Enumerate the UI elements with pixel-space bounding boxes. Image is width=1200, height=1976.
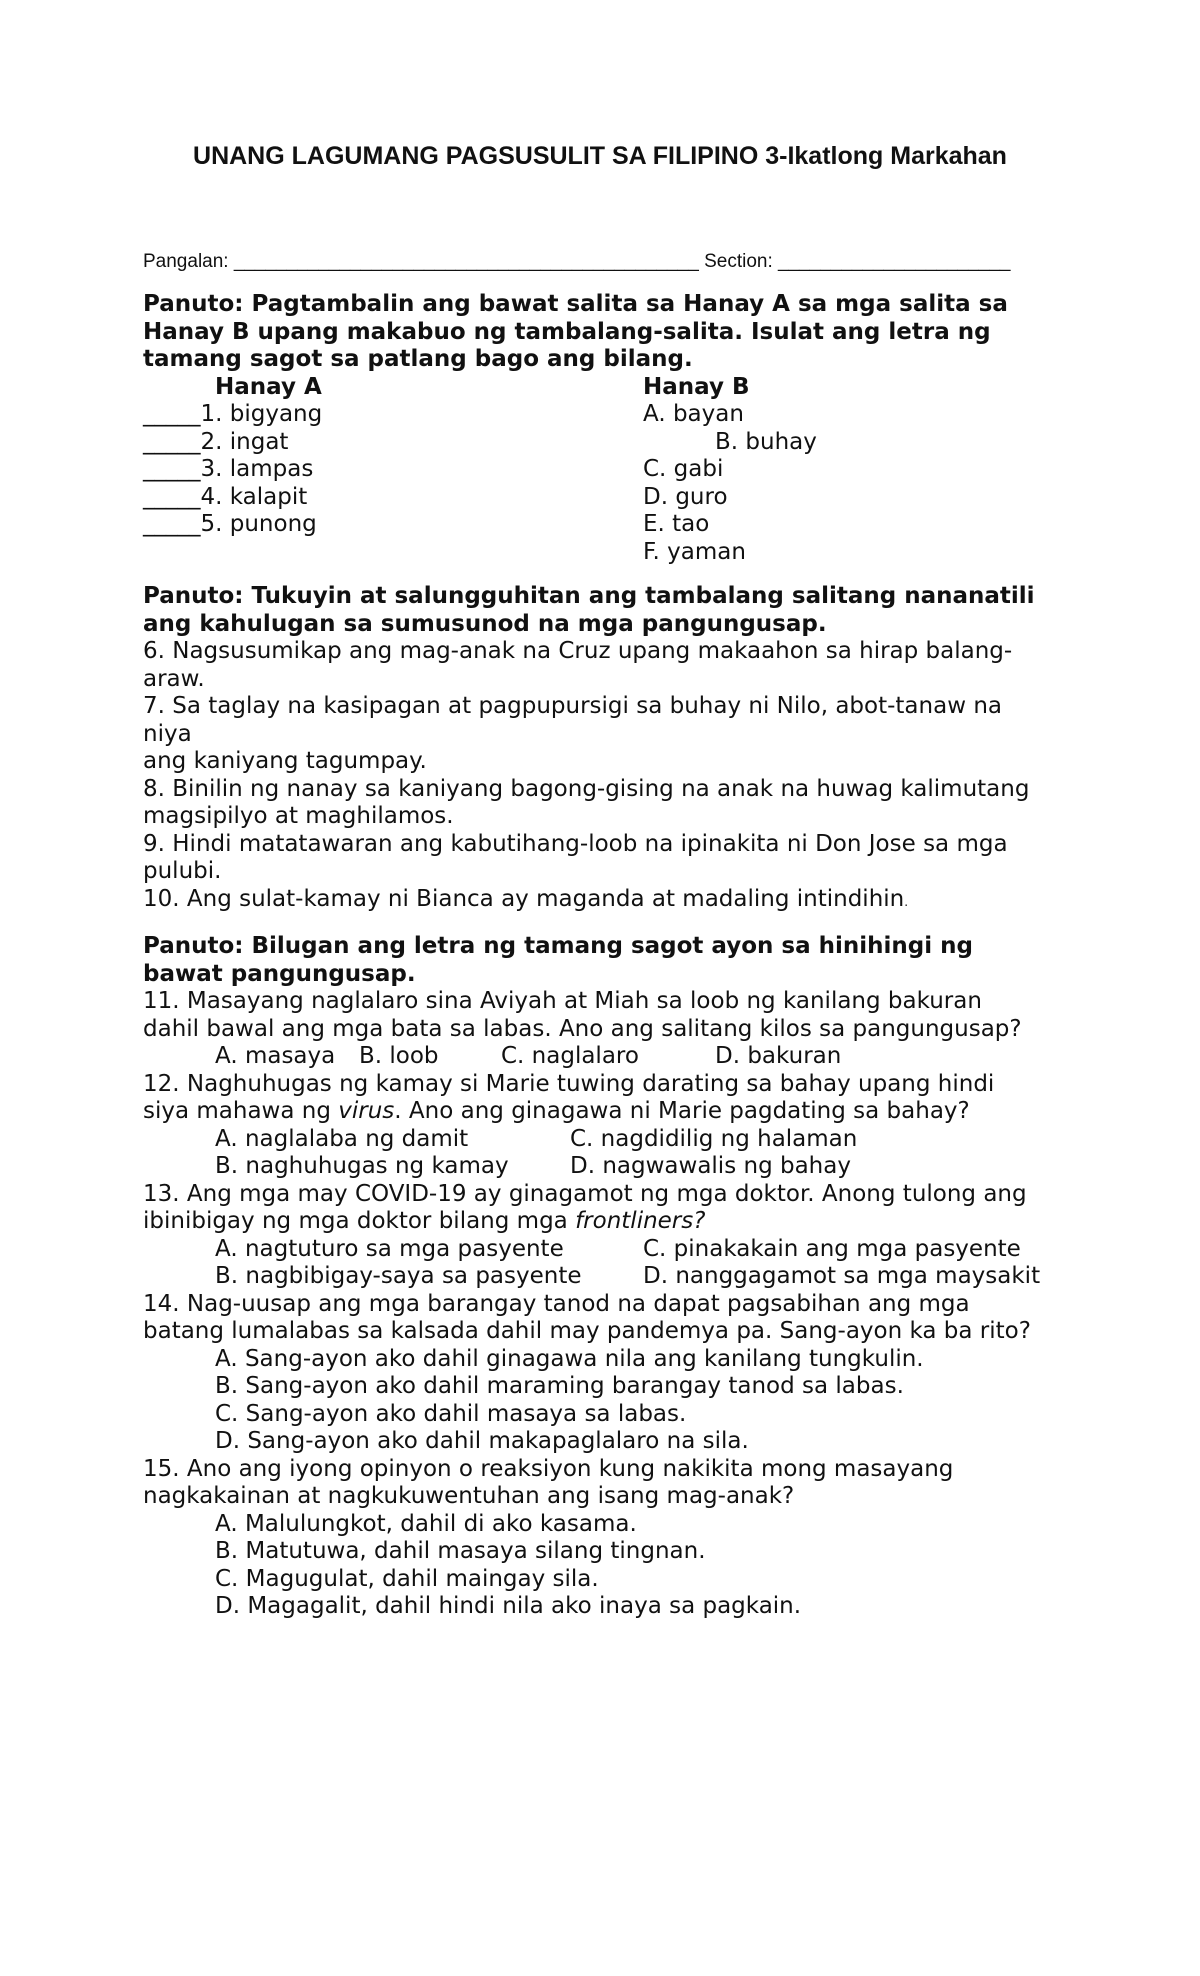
matching-row — [143, 511, 1073, 539]
hanay-a-item: _____1. bigyang — [143, 401, 323, 427]
matching-row — [143, 401, 1073, 429]
option[interactable]: A. masaya — [215, 1043, 336, 1069]
option[interactable]: C. Magugulat, dahil maingay sila. — [215, 1565, 599, 1592]
matching-row — [143, 484, 1073, 512]
question-line: nagkakainan at nagkukuwentuhan ang isang mag-anak? — [143, 1483, 795, 1509]
matching-table — [143, 374, 1073, 567]
instruction-line: Panuto: Tukuyin at salungguhitan ang tambalang salitang nananatili — [143, 583, 1035, 609]
hanay-b-item: D. guro — [643, 483, 728, 510]
hanay-a-item: _____4. kalapit — [143, 483, 308, 510]
page-title: UNANG LAGUMANG PAGSUSULIT SA FILIPINO 3-Ikatlong Markahan — [193, 142, 1007, 170]
matching-row — [143, 429, 1073, 457]
quiz-content — [143, 291, 1073, 1621]
options-list — [143, 1346, 1073, 1456]
instruction-line: ang kahulugan sa sumusunod na mga pangungusap. — [143, 610, 827, 637]
question-15 — [143, 1456, 1073, 1621]
option[interactable]: D. Sang-ayon ako dahil makapaglalaro na sila. — [215, 1428, 749, 1454]
item-line: 7. Sa taglay na kasipagan at pagpupursigi sa buhay ni Nilo, abot-tanaw na — [143, 693, 1002, 719]
instruction-line: Hanay B upang makabuo ng tambalang-salita. Isulat ang letra ng — [143, 318, 991, 345]
item-line: 8. Binilin ng nanay sa kaniyang bagong-gising na anak na huwag kalimutang — [143, 775, 1030, 802]
item-period: . — [904, 894, 909, 909]
part1-instruction — [143, 291, 1073, 374]
question-line: 13. Ang mga may COVID-19 ay ginagamot ng mga doktor. Anong tulong ang — [143, 1180, 1027, 1207]
matching-row — [143, 539, 1073, 567]
part2-items — [143, 638, 1073, 916]
hanay-a-item: _____5. punong — [143, 511, 317, 537]
option[interactable]: B. Matutuwa, dahil masaya silang tingnan. — [215, 1538, 706, 1564]
hanay-a-header: Hanay A — [215, 373, 322, 400]
question-line: dahil bawal ang mga bata sa labas. Ano ang salitang kilos sa pangungusap? — [143, 1015, 1022, 1042]
item-line: niya — [143, 720, 192, 747]
options-row — [143, 1043, 1073, 1071]
option[interactable]: C. nagdidilig ng halaman — [570, 1125, 858, 1152]
hanay-a-item: _____3. lampas — [143, 456, 314, 482]
option[interactable]: A. Sang-ayon ako dahil ginagawa nila ang kanilang tungkulin. — [215, 1345, 924, 1372]
question-italic: frontliners? — [575, 1208, 706, 1234]
option[interactable]: C. pinakakain ang mga pasyente — [643, 1235, 1021, 1262]
option[interactable]: B. loob — [359, 1043, 439, 1069]
part2-instruction — [143, 583, 1073, 638]
item-text: 10. Ang sulat-kamay ni Bianca ay maganda at madaling intindihin — [143, 885, 905, 912]
question-13 — [143, 1181, 1073, 1291]
item-line: araw. — [143, 665, 205, 692]
instruction-line: Panuto: Pagtambalin ang bawat salita sa Hanay A sa mga salita sa — [143, 291, 1008, 317]
hanay-b-item: C. gabi — [643, 456, 724, 482]
name-field: Pangalan: ____________________________________________ — [143, 251, 699, 272]
hanay-a-item — [143, 539, 643, 567]
option[interactable]: C. naglalaro — [501, 1043, 639, 1069]
item-line: magsipilyo at maghilamos. — [143, 803, 454, 829]
option[interactable]: D. nagwawalis ng bahay — [570, 1153, 851, 1179]
question-italic: virus — [338, 1098, 395, 1124]
question-line: 14. Nag-uusap ang mga barangay tanod na dapat pagsabihan ang mga — [143, 1290, 970, 1317]
part3-instruction — [143, 933, 1073, 988]
options-list — [143, 1511, 1073, 1621]
question-line: 12. Naghuhugas ng kamay si Marie tuwing darating sa bahay upang hindi — [143, 1070, 995, 1097]
hanay-b-item: F. yaman — [643, 538, 746, 565]
question-text: . Ano ang ginagawa ni Marie pagdating sa bahay? — [394, 1098, 970, 1124]
option[interactable]: D. nanggagamot sa mga maysakit — [643, 1263, 1041, 1289]
item-line: 9. Hindi matatawaran ang kabutihang-loob na ipinakita ni Don Jose sa mga — [143, 830, 1008, 857]
matching-row — [143, 456, 1073, 484]
question-12 — [143, 1071, 1073, 1181]
item-line — [143, 886, 1073, 917]
hanay-b-header: Hanay B — [643, 373, 750, 400]
hanay-b-item: B. buhay — [715, 428, 817, 455]
option[interactable]: A. naglalaba ng damit — [215, 1125, 469, 1152]
option[interactable]: C. Sang-ayon ako dahil masaya sa labas. — [215, 1400, 687, 1427]
question-line: 15. Ano ang iyong opinyon o reaksiyon kung nakikita mong masayang — [143, 1455, 954, 1482]
item-line: ang kaniyang tagumpay. — [143, 748, 427, 774]
options-row — [143, 1153, 1073, 1181]
question-text: ibinibigay ng mga doktor bilang mga — [143, 1208, 576, 1234]
question-line — [143, 1098, 1073, 1126]
question-14 — [143, 1291, 1073, 1456]
option[interactable]: A. Malulungkot, dahil di ako kasama. — [215, 1510, 637, 1537]
question-line: batang lumalabas sa kalsada dahil may pandemya pa. Sang-ayon ka ba rito? — [143, 1318, 1031, 1344]
option[interactable]: A. nagtuturo sa mga pasyente — [215, 1235, 564, 1262]
option[interactable]: D. Magagalit, dahil hindi nila ako inaya sa pagkain. — [215, 1593, 802, 1619]
options-row — [143, 1263, 1073, 1291]
instruction-line: tamang sagot sa patlang bago ang bilang. — [143, 346, 693, 372]
hanay-a-item: _____2. ingat — [143, 428, 289, 455]
instruction-line: Panuto: Bilugan ang letra ng tamang sagot ayon sa hinihingi ng — [143, 933, 973, 959]
matching-header — [143, 374, 1073, 402]
question-text: siya mahawa ng — [143, 1098, 339, 1124]
option[interactable]: D. bakuran — [715, 1043, 842, 1069]
item-line: pulubi. — [143, 858, 222, 884]
instruction-line: bawat pangungusap. — [143, 960, 416, 987]
question-11 — [143, 988, 1073, 1071]
question-line — [143, 1208, 1073, 1236]
option[interactable]: B. nagbibigay-saya sa pasyente — [215, 1263, 582, 1289]
hanay-b-item: E. tao — [643, 511, 710, 537]
options-row — [143, 1236, 1073, 1264]
item-line: 6. Nagsusumikap ang mag-anak na Cruz upang makaahon sa hirap balang- — [143, 638, 1013, 664]
question-line: 11. Masayang naglalaro sina Aviyah at Miah sa loob ng kanilang bakuran — [143, 988, 982, 1014]
options-row — [143, 1126, 1073, 1154]
section-field: Section: ______________________ — [704, 251, 1011, 272]
name-section-row — [143, 251, 1063, 273]
option[interactable]: B. naghuhugas ng kamay — [215, 1153, 509, 1179]
option[interactable]: B. Sang-ayon ako dahil maraming barangay tanod sa labas. — [215, 1373, 904, 1399]
hanay-b-item: A. bayan — [643, 401, 744, 427]
